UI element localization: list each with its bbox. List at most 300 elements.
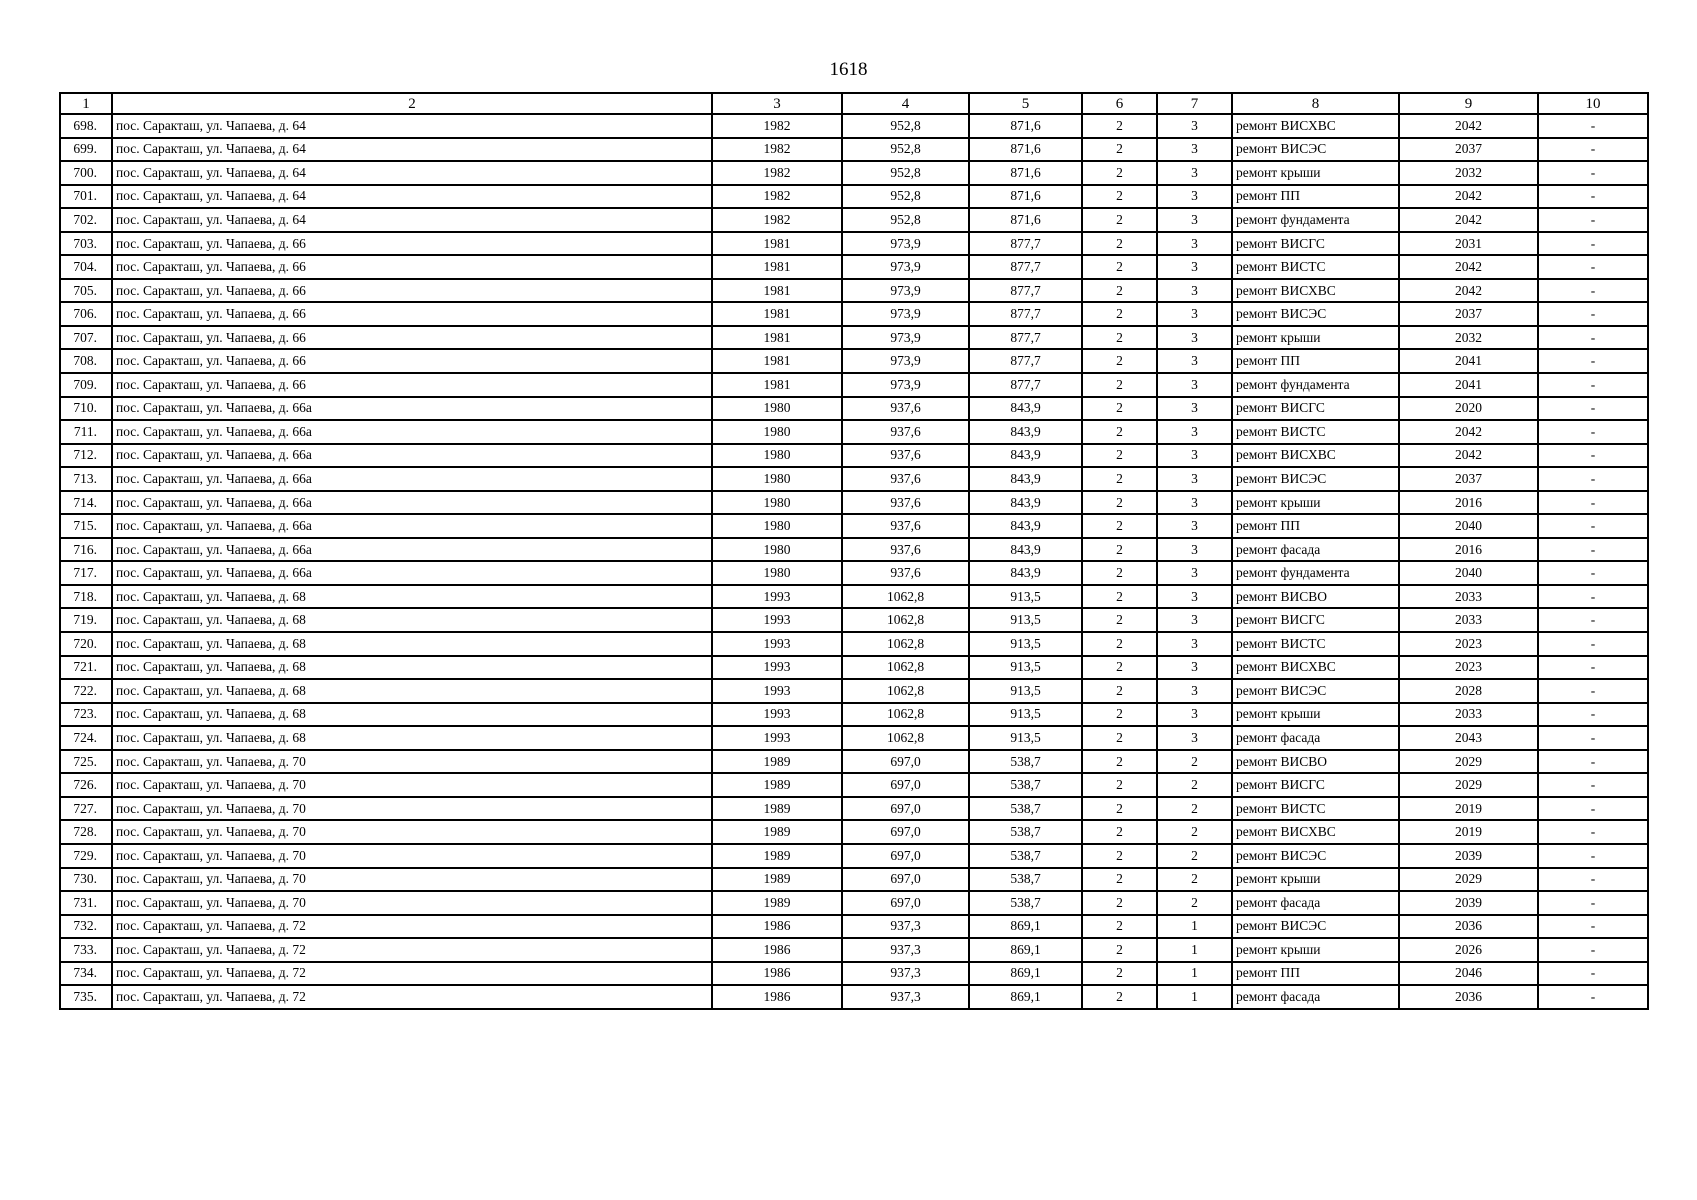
floors-cell: 2: [1082, 679, 1157, 703]
table-row: [60, 114, 1648, 138]
total-area-cell: 937,3: [842, 915, 969, 939]
total-area-cell: 973,9: [842, 255, 969, 279]
note-cell: -: [1538, 868, 1648, 892]
entrances-cell: 3: [1157, 585, 1232, 609]
table-row: [60, 679, 1648, 703]
address-cell: пос. Саракташ, ул. Чапаева, д. 70: [112, 868, 712, 892]
total-area-cell: 973,9: [842, 302, 969, 326]
address-cell: пос. Саракташ, ул. Чапаева, д. 64: [112, 114, 712, 138]
address-cell: пос. Саракташ, ул. Чапаева, д. 68: [112, 726, 712, 750]
table-row: [60, 420, 1648, 444]
living-area-cell: 843,9: [969, 561, 1082, 585]
floors-cell: 2: [1082, 444, 1157, 468]
floors-cell: 2: [1082, 656, 1157, 680]
entrances-cell: 3: [1157, 326, 1232, 350]
work-type-cell: ремонт ВИСХВС: [1232, 820, 1399, 844]
planned-year-cell: 2042: [1399, 114, 1538, 138]
living-area-cell: 843,9: [969, 514, 1082, 538]
table-row: [60, 491, 1648, 515]
floors-cell: 2: [1082, 915, 1157, 939]
year-built-cell: 1981: [712, 255, 842, 279]
work-type-cell: ремонт ВИСХВС: [1232, 114, 1399, 138]
total-area-cell: 697,0: [842, 750, 969, 774]
total-area-cell: 973,9: [842, 349, 969, 373]
table-row: [60, 373, 1648, 397]
note-cell: -: [1538, 820, 1648, 844]
entrances-cell: 2: [1157, 750, 1232, 774]
note-cell: -: [1538, 185, 1648, 209]
row-number-cell: 728.: [60, 820, 112, 844]
column-header: 3: [712, 93, 842, 114]
work-type-cell: ремонт ВИСЭС: [1232, 915, 1399, 939]
row-number-cell: 723.: [60, 703, 112, 727]
row-number-cell: 713.: [60, 467, 112, 491]
address-cell: пос. Саракташ, ул. Чапаева, д. 66: [112, 302, 712, 326]
table-row: [60, 820, 1648, 844]
table-row: [60, 915, 1648, 939]
table-row: [60, 561, 1648, 585]
address-cell: пос. Саракташ, ул. Чапаева, д. 68: [112, 608, 712, 632]
entrances-cell: 2: [1157, 844, 1232, 868]
entrances-cell: 2: [1157, 820, 1232, 844]
entrances-cell: 3: [1157, 185, 1232, 209]
table-row: [60, 326, 1648, 350]
address-cell: пос. Саракташ, ул. Чапаева, д. 68: [112, 679, 712, 703]
entrances-cell: 2: [1157, 891, 1232, 915]
living-area-cell: 843,9: [969, 538, 1082, 562]
work-type-cell: ремонт фасада: [1232, 985, 1399, 1009]
planned-year-cell: 2016: [1399, 491, 1538, 515]
note-cell: -: [1538, 585, 1648, 609]
note-cell: -: [1538, 915, 1648, 939]
address-cell: пос. Саракташ, ул. Чапаева, д. 66а: [112, 561, 712, 585]
planned-year-cell: 2037: [1399, 302, 1538, 326]
living-area-cell: 877,7: [969, 279, 1082, 303]
year-built-cell: 1986: [712, 938, 842, 962]
year-built-cell: 1981: [712, 349, 842, 373]
entrances-cell: 2: [1157, 797, 1232, 821]
floors-cell: 2: [1082, 891, 1157, 915]
floors-cell: 2: [1082, 161, 1157, 185]
living-area-cell: 843,9: [969, 444, 1082, 468]
note-cell: -: [1538, 279, 1648, 303]
note-cell: -: [1538, 985, 1648, 1009]
address-cell: пос. Саракташ, ул. Чапаева, д. 66: [112, 255, 712, 279]
planned-year-cell: 2041: [1399, 373, 1538, 397]
entrances-cell: 3: [1157, 514, 1232, 538]
work-type-cell: ремонт фасада: [1232, 891, 1399, 915]
planned-year-cell: 2037: [1399, 138, 1538, 162]
entrances-cell: 3: [1157, 349, 1232, 373]
planned-year-cell: 2040: [1399, 561, 1538, 585]
note-cell: -: [1538, 679, 1648, 703]
floors-cell: 2: [1082, 349, 1157, 373]
year-built-cell: 1989: [712, 868, 842, 892]
total-area-cell: 937,6: [842, 491, 969, 515]
year-built-cell: 1980: [712, 467, 842, 491]
table-row: [60, 608, 1648, 632]
row-number-cell: 705.: [60, 279, 112, 303]
work-type-cell: ремонт фундамента: [1232, 561, 1399, 585]
row-number-cell: 719.: [60, 608, 112, 632]
entrances-cell: 3: [1157, 420, 1232, 444]
row-number-cell: 733.: [60, 938, 112, 962]
year-built-cell: 1993: [712, 656, 842, 680]
row-number-cell: 731.: [60, 891, 112, 915]
address-cell: пос. Саракташ, ул. Чапаева, д. 72: [112, 962, 712, 986]
note-cell: -: [1538, 397, 1648, 421]
year-built-cell: 1981: [712, 373, 842, 397]
planned-year-cell: 2043: [1399, 726, 1538, 750]
planned-year-cell: 2036: [1399, 985, 1538, 1009]
total-area-cell: 973,9: [842, 326, 969, 350]
floors-cell: 2: [1082, 750, 1157, 774]
address-cell: пос. Саракташ, ул. Чапаева, д. 64: [112, 208, 712, 232]
floors-cell: 2: [1082, 255, 1157, 279]
address-cell: пос. Саракташ, ул. Чапаева, д. 66: [112, 326, 712, 350]
living-area-cell: 843,9: [969, 420, 1082, 444]
floors-cell: 2: [1082, 232, 1157, 256]
row-number-cell: 716.: [60, 538, 112, 562]
year-built-cell: 1989: [712, 797, 842, 821]
floors-cell: 2: [1082, 585, 1157, 609]
note-cell: -: [1538, 208, 1648, 232]
table-row: [60, 797, 1648, 821]
table-row: [60, 585, 1648, 609]
entrances-cell: 3: [1157, 467, 1232, 491]
living-area-cell: 871,6: [969, 208, 1082, 232]
table-row: [60, 444, 1648, 468]
living-area-cell: 913,5: [969, 726, 1082, 750]
year-built-cell: 1980: [712, 561, 842, 585]
entrances-cell: 3: [1157, 703, 1232, 727]
floors-cell: 2: [1082, 467, 1157, 491]
note-cell: -: [1538, 467, 1648, 491]
work-type-cell: ремонт ВИСЭС: [1232, 844, 1399, 868]
table-row: [60, 962, 1648, 986]
table-body: [60, 93, 1648, 1009]
planned-year-cell: 2039: [1399, 844, 1538, 868]
living-area-cell: 877,7: [969, 373, 1082, 397]
work-type-cell: ремонт ВИСЭС: [1232, 679, 1399, 703]
column-header: 7: [1157, 93, 1232, 114]
row-number-cell: 701.: [60, 185, 112, 209]
work-type-cell: ремонт ВИСВО: [1232, 750, 1399, 774]
work-type-cell: ремонт ВИСТС: [1232, 797, 1399, 821]
living-area-cell: 913,5: [969, 608, 1082, 632]
total-area-cell: 952,8: [842, 208, 969, 232]
work-type-cell: ремонт ВИСГС: [1232, 397, 1399, 421]
note-cell: -: [1538, 656, 1648, 680]
planned-year-cell: 2023: [1399, 656, 1538, 680]
planned-year-cell: 2042: [1399, 255, 1538, 279]
year-built-cell: 1980: [712, 444, 842, 468]
living-area-cell: 877,7: [969, 255, 1082, 279]
total-area-cell: 1062,8: [842, 632, 969, 656]
living-area-cell: 877,7: [969, 232, 1082, 256]
living-area-cell: 869,1: [969, 915, 1082, 939]
row-number-cell: 725.: [60, 750, 112, 774]
living-area-cell: 913,5: [969, 656, 1082, 680]
note-cell: -: [1538, 726, 1648, 750]
address-cell: пос. Саракташ, ул. Чапаева, д. 68: [112, 703, 712, 727]
total-area-cell: 697,0: [842, 797, 969, 821]
year-built-cell: 1980: [712, 420, 842, 444]
row-number-cell: 715.: [60, 514, 112, 538]
living-area-cell: 871,6: [969, 138, 1082, 162]
column-header: 9: [1399, 93, 1538, 114]
table-row: [60, 161, 1648, 185]
entrances-cell: 3: [1157, 138, 1232, 162]
year-built-cell: 1980: [712, 491, 842, 515]
table-row: [60, 302, 1648, 326]
note-cell: -: [1538, 538, 1648, 562]
total-area-cell: 937,3: [842, 938, 969, 962]
entrances-cell: 3: [1157, 444, 1232, 468]
table-row: [60, 703, 1648, 727]
note-cell: -: [1538, 514, 1648, 538]
entrances-cell: 1: [1157, 915, 1232, 939]
year-built-cell: 1981: [712, 326, 842, 350]
floors-cell: 2: [1082, 208, 1157, 232]
address-cell: пос. Саракташ, ул. Чапаева, д. 70: [112, 773, 712, 797]
total-area-cell: 937,3: [842, 985, 969, 1009]
table-row: [60, 349, 1648, 373]
year-built-cell: 1980: [712, 397, 842, 421]
floors-cell: 2: [1082, 985, 1157, 1009]
column-header: 8: [1232, 93, 1399, 114]
address-cell: пос. Саракташ, ул. Чапаева, д. 66: [112, 232, 712, 256]
floors-cell: 2: [1082, 726, 1157, 750]
planned-year-cell: 2032: [1399, 326, 1538, 350]
living-area-cell: 538,7: [969, 750, 1082, 774]
row-number-cell: 717.: [60, 561, 112, 585]
planned-year-cell: 2019: [1399, 820, 1538, 844]
living-area-cell: 871,6: [969, 185, 1082, 209]
address-cell: пос. Саракташ, ул. Чапаева, д. 66а: [112, 420, 712, 444]
entrances-cell: 3: [1157, 232, 1232, 256]
row-number-cell: 722.: [60, 679, 112, 703]
work-type-cell: ремонт крыши: [1232, 868, 1399, 892]
year-built-cell: 1982: [712, 138, 842, 162]
total-area-cell: 937,3: [842, 962, 969, 986]
living-area-cell: 913,5: [969, 703, 1082, 727]
living-area-cell: 877,7: [969, 302, 1082, 326]
work-type-cell: ремонт фасада: [1232, 726, 1399, 750]
planned-year-cell: 2042: [1399, 208, 1538, 232]
entrances-cell: 1: [1157, 938, 1232, 962]
planned-year-cell: 2041: [1399, 349, 1538, 373]
address-cell: пос. Саракташ, ул. Чапаева, д. 66: [112, 279, 712, 303]
total-area-cell: 937,6: [842, 397, 969, 421]
floors-cell: 2: [1082, 962, 1157, 986]
row-number-cell: 724.: [60, 726, 112, 750]
address-cell: пос. Саракташ, ул. Чапаева, д. 68: [112, 585, 712, 609]
year-built-cell: 1993: [712, 608, 842, 632]
address-cell: пос. Саракташ, ул. Чапаева, д. 66: [112, 373, 712, 397]
address-cell: пос. Саракташ, ул. Чапаева, д. 68: [112, 632, 712, 656]
total-area-cell: 952,8: [842, 161, 969, 185]
total-area-cell: 952,8: [842, 114, 969, 138]
table-row: [60, 138, 1648, 162]
row-number-cell: 732.: [60, 915, 112, 939]
living-area-cell: 871,6: [969, 161, 1082, 185]
table-header-row: [60, 93, 1648, 114]
table-row: [60, 985, 1648, 1009]
floors-cell: 2: [1082, 326, 1157, 350]
planned-year-cell: 2039: [1399, 891, 1538, 915]
year-built-cell: 1989: [712, 750, 842, 774]
work-type-cell: ремонт ВИСВО: [1232, 585, 1399, 609]
entrances-cell: 3: [1157, 279, 1232, 303]
address-cell: пос. Саракташ, ул. Чапаева, д. 66а: [112, 397, 712, 421]
note-cell: -: [1538, 373, 1648, 397]
planned-year-cell: 2019: [1399, 797, 1538, 821]
page-number: 1618: [829, 59, 868, 80]
note-cell: -: [1538, 938, 1648, 962]
total-area-cell: 973,9: [842, 279, 969, 303]
address-cell: пос. Саракташ, ул. Чапаева, д. 70: [112, 797, 712, 821]
row-number-cell: 704.: [60, 255, 112, 279]
note-cell: -: [1538, 138, 1648, 162]
address-cell: пос. Саракташ, ул. Чапаева, д. 66а: [112, 514, 712, 538]
row-number-cell: 718.: [60, 585, 112, 609]
total-area-cell: 697,0: [842, 820, 969, 844]
year-built-cell: 1982: [712, 185, 842, 209]
living-area-cell: 538,7: [969, 820, 1082, 844]
year-built-cell: 1980: [712, 514, 842, 538]
entrances-cell: 3: [1157, 726, 1232, 750]
floors-cell: 2: [1082, 868, 1157, 892]
work-type-cell: ремонт крыши: [1232, 491, 1399, 515]
note-cell: -: [1538, 797, 1648, 821]
entrances-cell: 3: [1157, 302, 1232, 326]
entrances-cell: 3: [1157, 208, 1232, 232]
living-area-cell: 913,5: [969, 585, 1082, 609]
table-row: [60, 538, 1648, 562]
note-cell: -: [1538, 326, 1648, 350]
work-type-cell: ремонт ВИСХВС: [1232, 444, 1399, 468]
address-cell: пос. Саракташ, ул. Чапаева, д. 66а: [112, 467, 712, 491]
year-built-cell: 1982: [712, 114, 842, 138]
table-row: [60, 397, 1648, 421]
row-number-cell: 712.: [60, 444, 112, 468]
address-cell: пос. Саракташ, ул. Чапаева, д. 68: [112, 656, 712, 680]
row-number-cell: 720.: [60, 632, 112, 656]
address-cell: пос. Саракташ, ул. Чапаева, д. 66а: [112, 538, 712, 562]
total-area-cell: 697,0: [842, 773, 969, 797]
column-header: 6: [1082, 93, 1157, 114]
entrances-cell: 3: [1157, 632, 1232, 656]
year-built-cell: 1981: [712, 279, 842, 303]
entrances-cell: 3: [1157, 373, 1232, 397]
row-number-cell: 702.: [60, 208, 112, 232]
living-area-cell: 538,7: [969, 891, 1082, 915]
year-built-cell: 1993: [712, 726, 842, 750]
work-type-cell: ремонт крыши: [1232, 326, 1399, 350]
total-area-cell: 1062,8: [842, 703, 969, 727]
table-row: [60, 208, 1648, 232]
total-area-cell: 1062,8: [842, 726, 969, 750]
total-area-cell: 1062,8: [842, 679, 969, 703]
floors-cell: 2: [1082, 491, 1157, 515]
living-area-cell: 843,9: [969, 491, 1082, 515]
floors-cell: 2: [1082, 608, 1157, 632]
floors-cell: 2: [1082, 279, 1157, 303]
planned-year-cell: 2029: [1399, 773, 1538, 797]
total-area-cell: 973,9: [842, 373, 969, 397]
address-cell: пос. Саракташ, ул. Чапаева, д. 72: [112, 938, 712, 962]
entrances-cell: 1: [1157, 962, 1232, 986]
planned-year-cell: 2032: [1399, 161, 1538, 185]
row-number-cell: 714.: [60, 491, 112, 515]
table-row: [60, 938, 1648, 962]
address-cell: пос. Саракташ, ул. Чапаева, д. 66а: [112, 491, 712, 515]
row-number-cell: 727.: [60, 797, 112, 821]
work-type-cell: ремонт ВИСТС: [1232, 255, 1399, 279]
total-area-cell: 952,8: [842, 138, 969, 162]
year-built-cell: 1981: [712, 302, 842, 326]
note-cell: -: [1538, 232, 1648, 256]
planned-year-cell: 2031: [1399, 232, 1538, 256]
row-number-cell: 708.: [60, 349, 112, 373]
table-row: [60, 868, 1648, 892]
column-header: 4: [842, 93, 969, 114]
total-area-cell: 937,6: [842, 514, 969, 538]
row-number-cell: 734.: [60, 962, 112, 986]
total-area-cell: 697,0: [842, 891, 969, 915]
work-type-cell: ремонт ВИСТС: [1232, 632, 1399, 656]
work-type-cell: ремонт фундамента: [1232, 208, 1399, 232]
year-built-cell: 1989: [712, 844, 842, 868]
table-row: [60, 656, 1648, 680]
work-type-cell: ремонт фасада: [1232, 538, 1399, 562]
note-cell: -: [1538, 773, 1648, 797]
row-number-cell: 710.: [60, 397, 112, 421]
floors-cell: 2: [1082, 373, 1157, 397]
row-number-cell: 707.: [60, 326, 112, 350]
planned-year-cell: 2042: [1399, 185, 1538, 209]
table-row: [60, 891, 1648, 915]
note-cell: -: [1538, 561, 1648, 585]
living-area-cell: 538,7: [969, 844, 1082, 868]
entrances-cell: 3: [1157, 397, 1232, 421]
living-area-cell: 869,1: [969, 938, 1082, 962]
work-type-cell: ремонт ПП: [1232, 185, 1399, 209]
row-number-cell: 726.: [60, 773, 112, 797]
address-cell: пос. Саракташ, ул. Чапаева, д. 70: [112, 844, 712, 868]
address-cell: пос. Саракташ, ул. Чапаева, д. 64: [112, 138, 712, 162]
living-area-cell: 843,9: [969, 467, 1082, 491]
table-row: [60, 773, 1648, 797]
planned-year-cell: 2036: [1399, 915, 1538, 939]
planned-year-cell: 2042: [1399, 420, 1538, 444]
note-cell: -: [1538, 703, 1648, 727]
note-cell: -: [1538, 962, 1648, 986]
row-number-cell: 699.: [60, 138, 112, 162]
year-built-cell: 1986: [712, 985, 842, 1009]
table-row: [60, 726, 1648, 750]
note-cell: -: [1538, 349, 1648, 373]
entrances-cell: 2: [1157, 773, 1232, 797]
work-type-cell: ремонт крыши: [1232, 703, 1399, 727]
address-cell: пос. Саракташ, ул. Чапаева, д. 70: [112, 891, 712, 915]
year-built-cell: 1981: [712, 232, 842, 256]
planned-year-cell: 2026: [1399, 938, 1538, 962]
floors-cell: 2: [1082, 844, 1157, 868]
planned-year-cell: 2016: [1399, 538, 1538, 562]
living-area-cell: 843,9: [969, 397, 1082, 421]
